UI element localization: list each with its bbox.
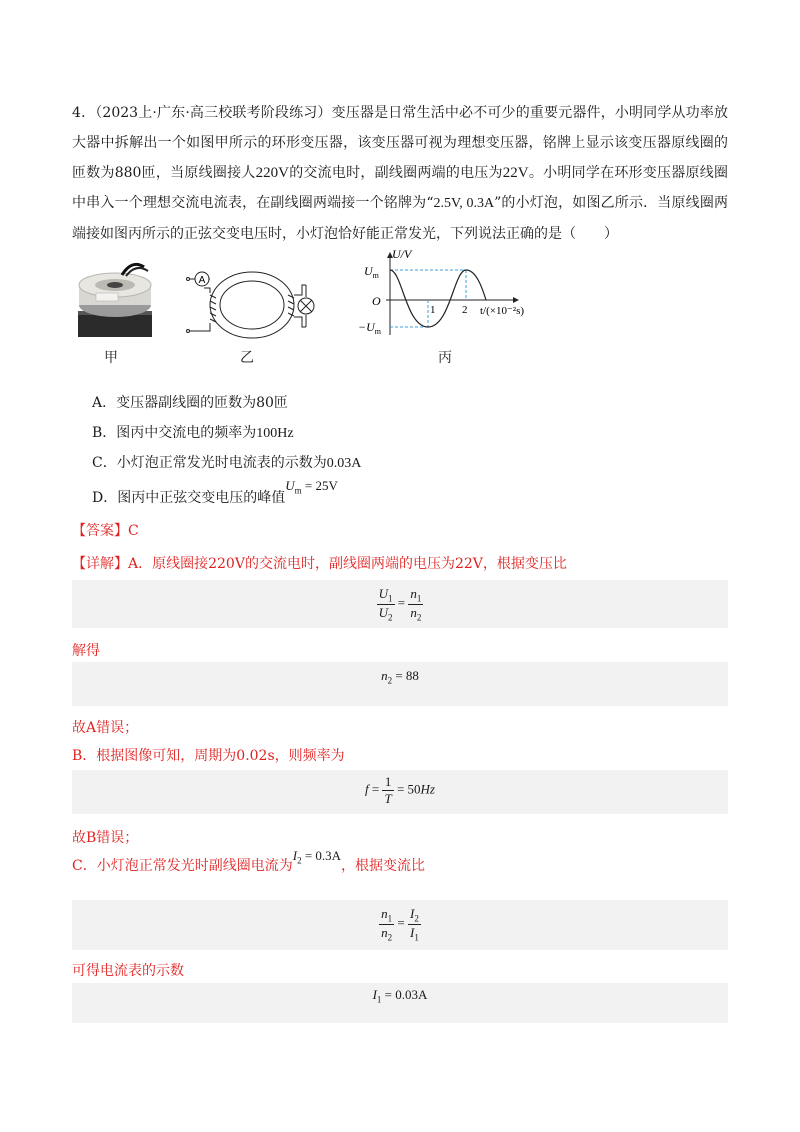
option-b[interactable]: B．图丙中交流电的频率为100Hz — [92, 425, 294, 441]
question-source: （2023上·广东·高三校联考阶段练习） — [95, 105, 332, 121]
figures — [72, 247, 572, 370]
question-text-part: ”的小灯泡，如图乙所示．当原线圈两端接如图丙所示的正弦交变电压时，小灯泡恰好能正常发光，下列说法正确的是（ ） — [72, 195, 729, 242]
x-axis-label: t/(×10⁻²s) — [480, 305, 525, 317]
voltage-sine-graph — [358, 245, 558, 345]
tick-1: 1 — [430, 304, 436, 316]
question-number: 4． — [72, 105, 96, 121]
detail-b: B．根据图像可知，周期为0.02s，则频率为 — [72, 748, 345, 764]
sine-curve — [390, 270, 486, 327]
toroidal-transformer-image — [74, 255, 156, 340]
figure-label-jia: 甲 — [104, 350, 118, 366]
question-text — [72, 98, 728, 249]
options — [92, 388, 712, 512]
um-label: $U_m$ — [364, 264, 379, 280]
question-text-part: 。小明同学在环形变压器原线圈中串入一个理想交流电流表，在副线圈两端接一个铭牌为“ — [72, 165, 728, 211]
detail-c: C．小灯泡正常发光时副线圈电流为$I_2 = 0.3A$，根据变流比 — [72, 848, 426, 874]
formula-current-ratio: $\frac{n_1}{n_2}$ = $\frac{I_2}{I_1}$ — [72, 900, 728, 950]
question-text-part: 变压器是日常生活中必不可少的重要元器件，小明同学从功率放大器中拆解出一个如图甲所示的环形变压器，该变压器可视为理想变压器，铭牌上显示该变压器原线圈的匝数为880匝，当原线圈接人 — [72, 105, 729, 181]
formula-i1: $I_1 = 0.03A$ — [72, 983, 728, 1023]
option-c[interactable]: C．小灯泡正常发光时电流表的示数为0.03A — [92, 455, 362, 471]
voltage-22: 22V — [502, 165, 529, 181]
ammeter-reading-label: 可得电流表的示数 — [72, 963, 184, 979]
option-a[interactable]: A．变压器副线圈的匝数为80匝 — [92, 395, 288, 411]
formula-frequency: f = $\frac{1}{T}$ = 50Hz — [72, 770, 728, 814]
bulb-rating: 2.5V, 0.3A — [433, 196, 495, 211]
figure-label-yi: 乙 — [240, 350, 254, 366]
formula-voltage-ratio: $\frac{U_1}{U_2}$ = $\frac{n_1}{n_2}$ — [72, 580, 728, 628]
option-d[interactable]: D．图丙中正弦交变电压的峰值$U_m = 25V$ — [92, 478, 338, 506]
answer-label: 【答案】C — [72, 523, 139, 539]
formula-n2: $n_2 = 88$ — [72, 662, 728, 706]
voltage-220: 220V — [255, 165, 289, 181]
solve-label: 解得 — [72, 643, 100, 659]
ammeter-letter: A — [198, 275, 206, 286]
a-wrong: 故A错误； — [72, 720, 139, 736]
figure-label-bing: 丙 — [438, 350, 452, 366]
question-text-part: 的交流电时，副线圈两端的电压为 — [288, 165, 503, 181]
origin-label: O — [372, 294, 381, 308]
neg-um-label: $-U_m$ — [358, 320, 381, 336]
b-wrong: 故B错误； — [72, 830, 139, 846]
detail-a: 【详解】A．原线圈接220V的交流电时，副线圈两端的电压为22V，根据变压比 — [72, 556, 567, 572]
tick-2: 2 — [462, 304, 468, 316]
transformer-circuit-diagram — [180, 265, 330, 345]
y-axis-label: U/V — [392, 247, 412, 261]
